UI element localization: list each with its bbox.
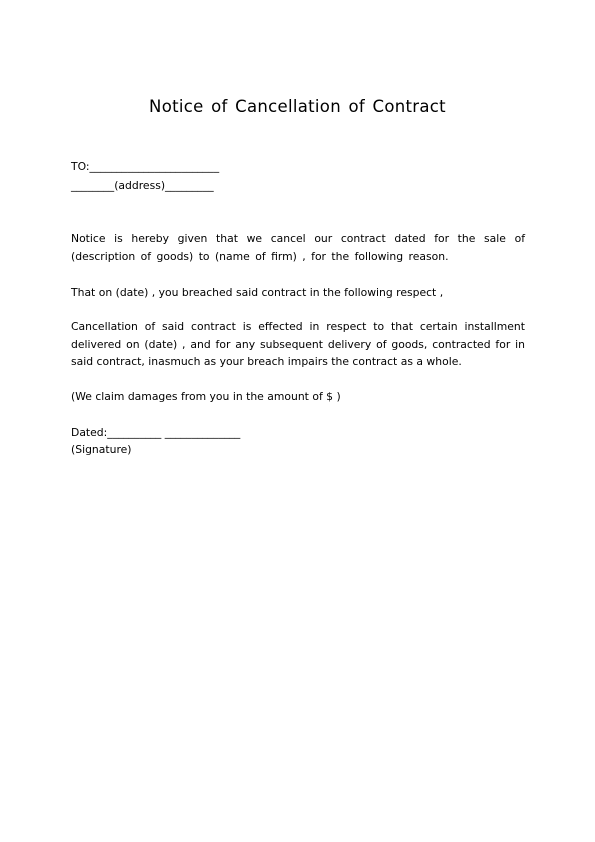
- recipient-line: TO:________________________: [71, 160, 220, 173]
- signature-line: (Signature): [71, 443, 132, 456]
- address-line: ________(address)_________: [71, 179, 214, 192]
- breach-paragraph: That on (date) , you breached said contract in the following respect ,: [71, 286, 444, 299]
- dated-line: Dated:__________ ______________: [71, 426, 241, 439]
- document-title: Notice of Cancellation of Contract: [149, 97, 446, 116]
- cancellation-paragraph: Cancellation of said contract is effected in respect to that certain installment delivered on (date) , and for any subsequent delivery of goods, contracted for in said contract, inasmuch as your breach impairs the contract as a whole.: [71, 320, 525, 368]
- damages-paragraph: (We claim damages from you in the amount of $ ): [71, 390, 341, 403]
- notice-paragraph: Notice is hereby given that we cancel our contract dated for the sale of (description of goods) to (name of firm) , for the following reason.: [71, 232, 525, 263]
